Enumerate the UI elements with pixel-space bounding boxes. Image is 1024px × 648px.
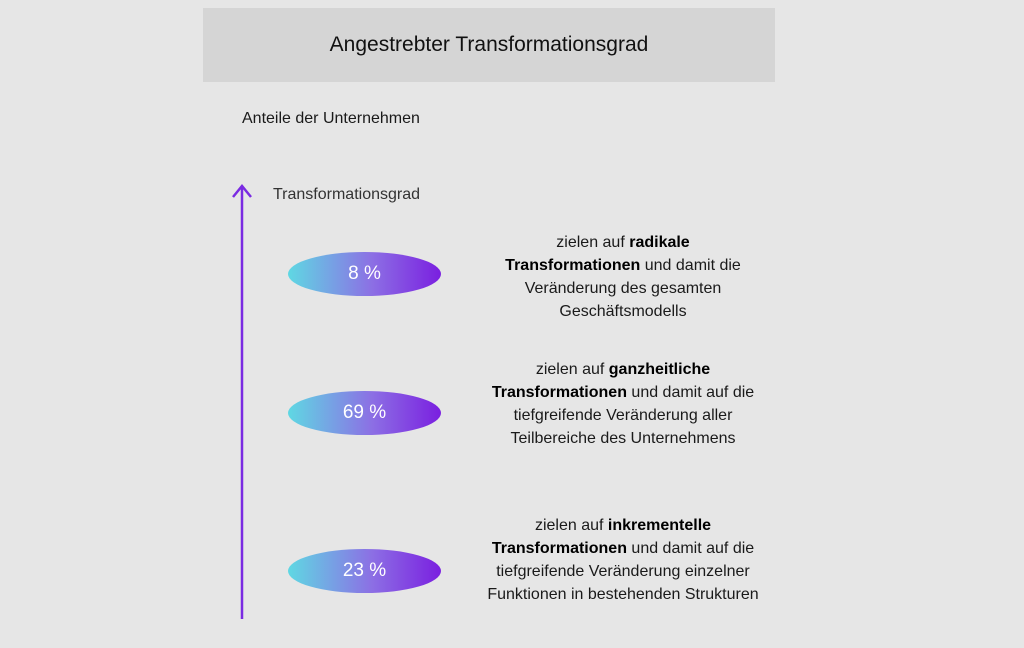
desc-bold-term: Transformationen: [491, 384, 627, 401]
desc-pre: zielen auf: [534, 517, 608, 534]
level-value: 8 %: [348, 263, 381, 284]
desc-bold-term: Transformationen: [491, 540, 627, 557]
level-description-incremental: [470, 514, 776, 606]
level-value: 69 %: [342, 402, 387, 423]
desc-bold-keyword: inkrementelle: [607, 517, 712, 534]
axis-label: Transformationsgrad: [273, 186, 421, 203]
level-pill-incremental: [288, 549, 441, 593]
desc-post: und damit die Veränderung des gesamten Geschäftsmodells: [524, 257, 741, 320]
desc-post: und damit auf die tiefgreifende Veränderung aller Teilbereiche des Unternehmens: [510, 384, 755, 447]
level-value: 23 %: [342, 560, 387, 581]
axis-arrow: [231, 183, 253, 619]
desc-bold-keyword: ganzheitliche: [608, 361, 711, 378]
level-pill-holistic: [288, 391, 441, 435]
desc-post: und damit auf die tiefgreifende Veränderung einzelner Funktionen in bestehenden Strukturen: [487, 540, 759, 603]
desc-bold-keyword: radikale: [629, 234, 690, 251]
desc-pre: zielen auf: [535, 361, 609, 378]
level-description-holistic: [470, 358, 776, 450]
subtitle: Anteile der Unternehmen: [242, 110, 420, 127]
level-description-radical: [470, 231, 776, 323]
desc-pre: zielen auf: [556, 234, 630, 251]
desc-bold-term: Transformationen: [505, 257, 641, 274]
header-banner: [203, 8, 775, 82]
page-title: Angestrebter Transformationsgrad: [329, 33, 649, 56]
level-pill-radical: [288, 252, 441, 296]
